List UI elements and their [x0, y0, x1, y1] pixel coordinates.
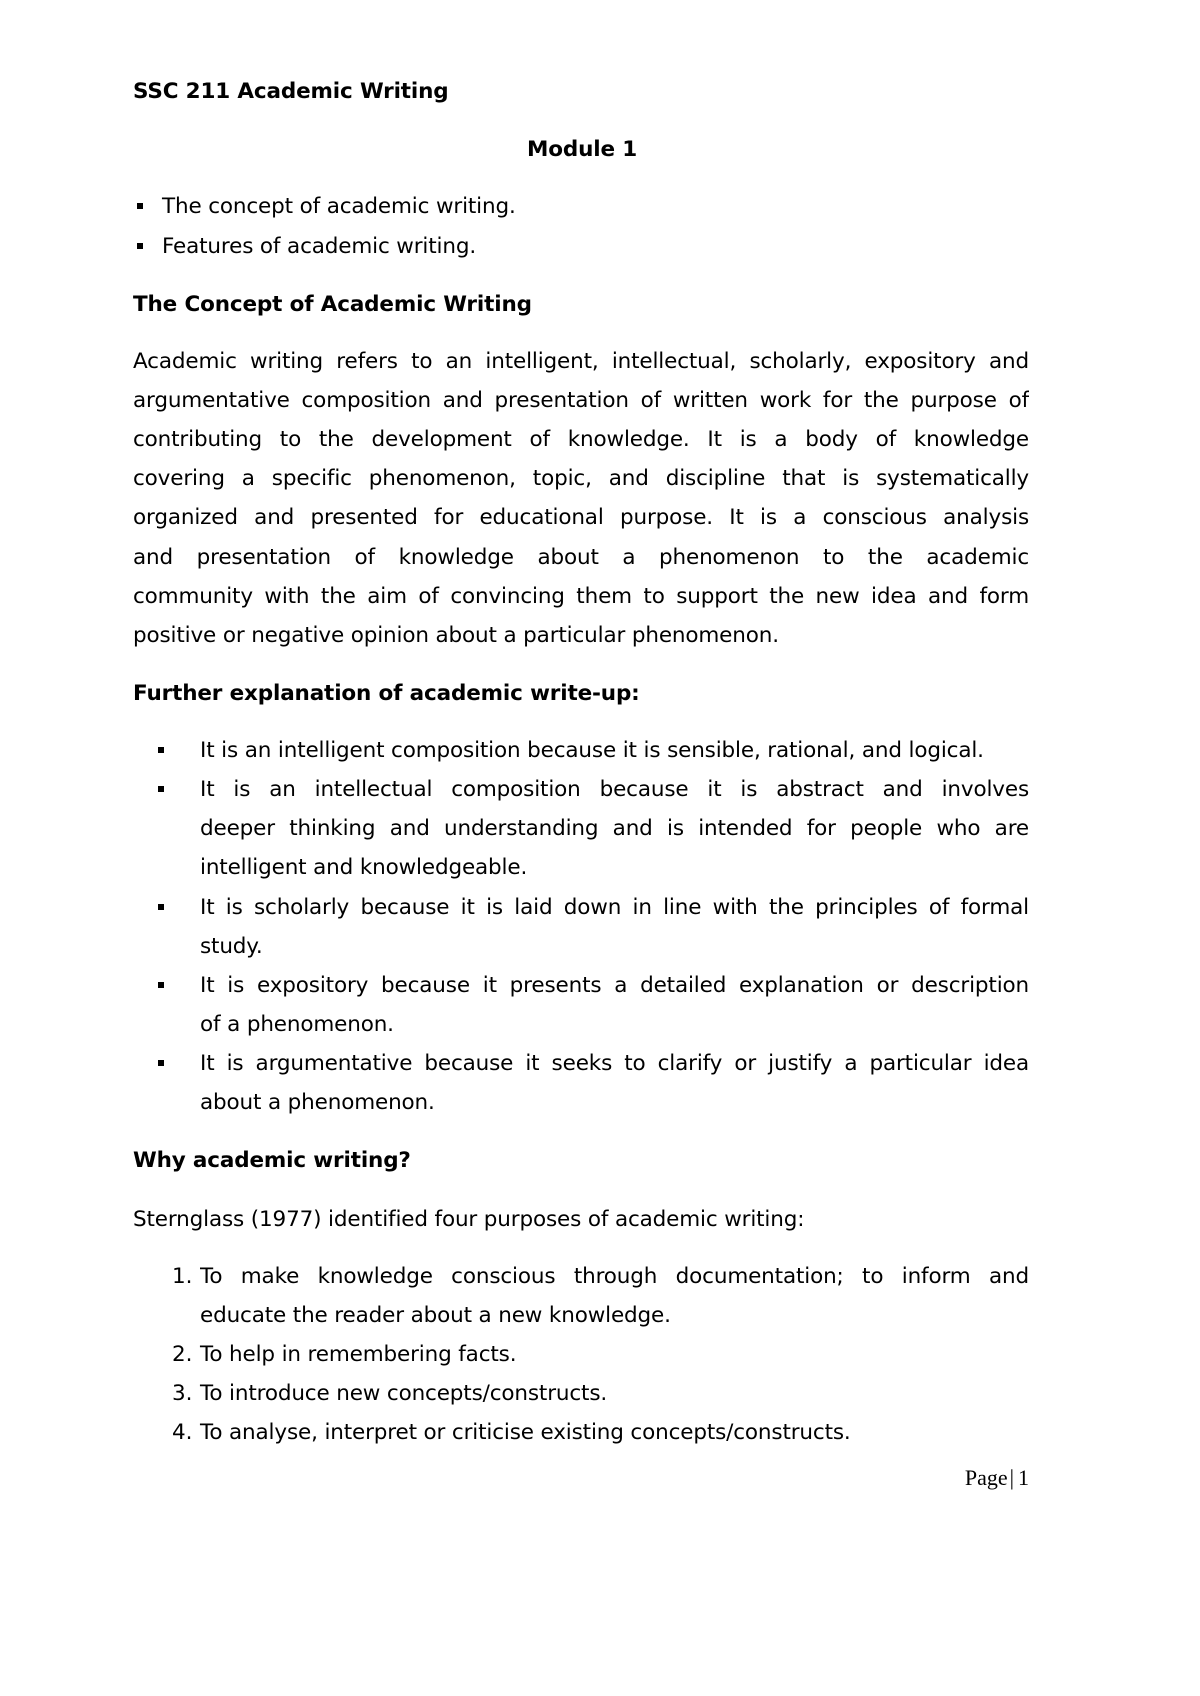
purpose-item-line: To make knowledge conscious through documentation; to inform and	[200, 1264, 1029, 1289]
square-bullet-icon	[158, 982, 164, 988]
paragraph-line: positive or negative opinion about a particular phenomenon.	[133, 623, 779, 648]
paragraph-line: argumentative composition and presentation of written work for the purpose of	[133, 388, 1029, 413]
list-number: 3.	[172, 1381, 193, 1406]
further-item-line: It is an intellectual composition because it is abstract and involves	[200, 777, 1029, 802]
purpose-item-line: educate the reader about a new knowledge.	[200, 1303, 671, 1328]
square-bullet-icon	[158, 904, 164, 910]
further-item-line: study.	[200, 934, 263, 959]
further-item-line: It is expository because it presents a detailed explanation or description	[200, 973, 1029, 998]
purpose-item-line: To analyse, interpret or criticise existing concepts/constructs.	[200, 1420, 851, 1445]
paragraph-line: organized and presented for educational purpose. It is a conscious analysis	[133, 505, 1029, 530]
further-item-line: of a phenomenon.	[200, 1012, 394, 1037]
purpose-item-line: To help in remembering facts.	[200, 1342, 517, 1367]
further-item-line: It is argumentative because it seeks to clarify or justify a particular idea	[200, 1051, 1029, 1076]
square-bullet-icon	[158, 786, 164, 792]
page-number: 1	[1018, 1465, 1029, 1490]
square-bullet-icon	[158, 1060, 164, 1066]
page-separator: |	[1009, 1465, 1014, 1490]
paragraph-line: community with the aim of convincing them to support the new idea and form	[133, 584, 1029, 609]
course-title: SSC 211 Academic Writing	[133, 79, 449, 104]
further-item-line: intelligent and knowledgeable.	[200, 855, 528, 880]
outline-item-text: The concept of academic writing.	[162, 194, 516, 219]
square-bullet-icon	[137, 243, 143, 249]
outline-item-text: Features of academic writing.	[162, 234, 477, 259]
section-heading-concept: The Concept of Academic Writing	[133, 292, 532, 317]
why-intro: Sternglass (1977) identified four purposes of academic writing:	[133, 1207, 805, 1232]
page-footer	[965, 1464, 1029, 1492]
section-heading-why: Why academic writing?	[133, 1148, 411, 1173]
further-item-line: deeper thinking and understanding and is intended for people who are	[200, 816, 1029, 841]
list-number: 2.	[172, 1342, 193, 1367]
paragraph-line: Academic writing refers to an intelligent, intellectual, scholarly, expository and	[133, 349, 1029, 374]
square-bullet-icon	[137, 203, 143, 209]
paragraph-line: and presentation of knowledge about a phenomenon to the academic	[133, 545, 1029, 570]
list-number: 1.	[172, 1264, 193, 1289]
further-item-line: It is scholarly because it is laid down in line with the principles of formal	[200, 895, 1029, 920]
module-title: Module 1	[526, 137, 638, 162]
page-label: Page	[964, 1465, 1008, 1490]
section-heading-further: Further explanation of academic write-up:	[133, 681, 640, 706]
paragraph-line: contributing to the development of knowledge. It is a body of knowledge	[133, 427, 1029, 452]
further-item-line: about a phenomenon.	[200, 1090, 435, 1115]
purpose-item-line: To introduce new concepts/constructs.	[200, 1381, 608, 1406]
list-number: 4.	[172, 1420, 193, 1445]
paragraph-line: covering a specific phenomenon, topic, and discipline that is systematically	[133, 466, 1029, 491]
square-bullet-icon	[158, 747, 164, 753]
further-item-line: It is an intelligent composition because it is sensible, rational, and logical.	[200, 738, 984, 763]
